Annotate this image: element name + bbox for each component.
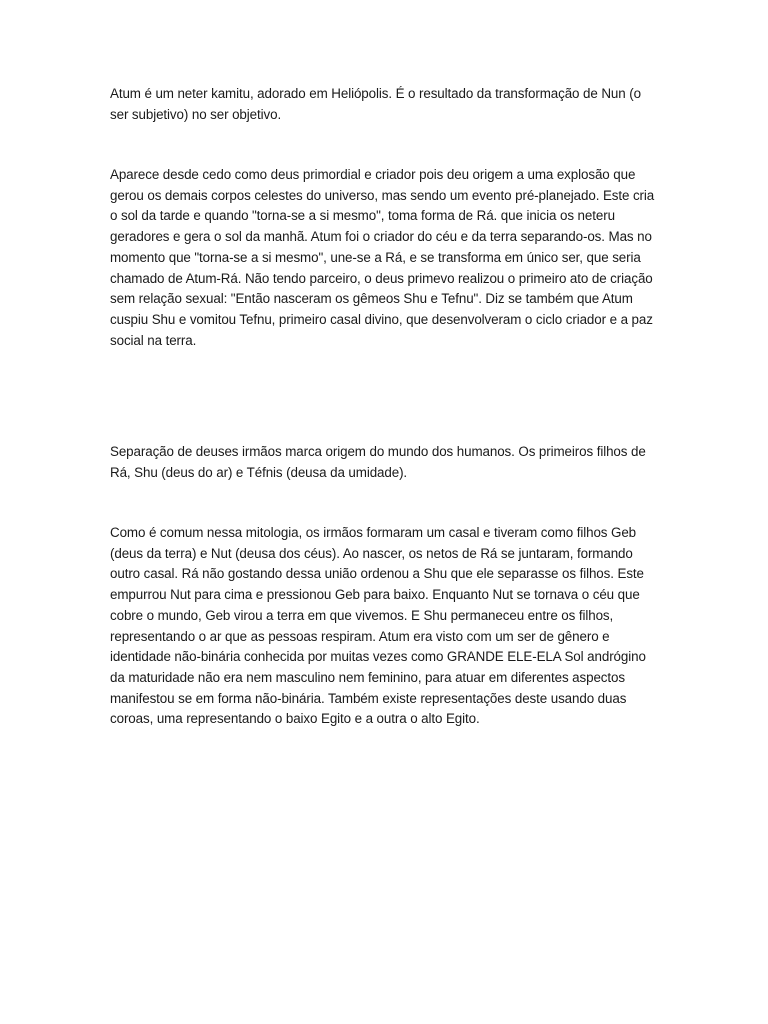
paragraph-creation: Aparece desde cedo como deus primordial e criador pois deu origem a uma explosão que gerou os demais corpos celestes do universo, mas sendo um evento pré-planejado. Este cria o sol da tarde e quando "torna-se a si mesmo", toma forma de Rá. que inicia os neteru geradores e gera o sol da manhã. Atum foi o criador do céu e da terra separando-os. Mas no momento que "torna-se a si mesmo", une-se a Rá, e se transforma em único ser, que seria chamado de Atum-Rá. Não tendo parceiro, o deus primevo realizou o primeiro ato de criação sem relação sexual: "Então nasceram os gêmeos Shu e Tefnu". Diz se também que Atum cuspiu Shu e vomitou Tefnu, primeiro casal divino, que desenvolveram o ciclo criador e a paz social na terra.: [110, 167, 655, 348]
paragraph-geb-nut: Como é comum nessa mitologia, os irmãos formaram um casal e tiveram como filhos Geb (deus da terra) e Nut (deusa dos céus). Ao nascer, os netos de Rá se juntaram, formando outro casal. Rá não gostando dessa união ordenou a Shu que ele separasse os filhos. Este empurrou Nut para cima e pressionou Geb para baixo. Enquanto Nut se tornava o céu que cobre o mundo, Geb virou a terra em que vivemos. E Shu permaneceu entre os filhos, representando o ar que as pessoas respiram. Atum era visto com um ser de gênero e identidade não-binária conhecida por muitas vezes como GRANDE ELE-ELA Sol andrógino da maturidade não era nem masculino nem feminino, para atuar em diferentes aspectos manifestou se em forma não-binária. Também existe representações deste usando duas coroas, uma representando o baixo Egito e a outra o alto Egito.: [110, 525, 646, 727]
paragraph-atum-intro: Atum é um neter kamitu, adorado em Heliópolis. É o resultado da transformação de Nun (o ser subjetivo) no ser objetivo.: [110, 86, 641, 122]
paragraph-separation: Separação de deuses irmãos marca origem do mundo dos humanos. Os primeiros filhos de Rá, Shu (deus do ar) e Téfnis (deusa da umidade).: [110, 444, 646, 480]
